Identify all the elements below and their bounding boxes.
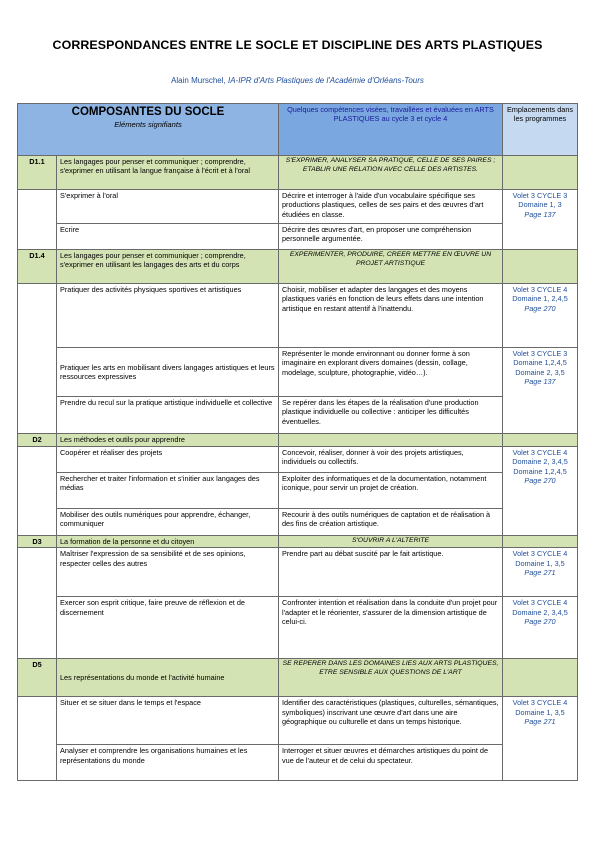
competence-cell: Interroger et situer œuvres et démarches artistiques du point de vue de l'auteur et de celui du spectateur. — [279, 745, 503, 781]
domain-competence: S'OUVRIR A L'ALTERITE — [279, 536, 503, 548]
emplacement-text: Volet 3 CYCLE 4 Domaine 1, 3,5 — [512, 698, 568, 717]
domain-row-d11 — [18, 156, 578, 190]
emplacement-text: Volet 3 CYCLE 4 Domaine 1, 3,5 — [512, 549, 568, 568]
table-header-row — [18, 104, 578, 156]
competence-cell: Décrire et interroger à l'aide d'un vocabulaire spécifique ses productions plastiques, celles de ses pairs et des œuvres d'art étudiées en classe. — [279, 190, 503, 224]
page-ref: Page 137 — [524, 209, 556, 219]
emplacement-cell — [503, 697, 578, 781]
page-ref: Page 271 — [524, 717, 556, 727]
table-row — [18, 190, 578, 224]
domain-label: Les méthodes et outils pour apprendre — [57, 434, 279, 447]
domain-label: Les langages pour penser et communiquer ; comprendre, s'exprimer en utilisant les langages des arts et du corps — [57, 250, 279, 284]
domain-competence: EXPERIMENTER, PRODUIRE, CREER METTRE EN ŒUVRE UN PROJET ARTISTIQUE — [279, 250, 503, 284]
table-row — [18, 697, 578, 745]
emplacement-cell — [503, 348, 578, 434]
domain-competence: SE REPERER DANS LES DOMAINES LIES AUX ARTS PLASTIQUES, ETRE SENSIBLE AUX QUESTIONS DE L'ART — [279, 659, 503, 697]
emplacement-text: Volet 3 CYCLE 3 Domaine 1,2,4,5 Domaine 2, 3,5 — [512, 349, 568, 377]
emplacement-cell — [503, 597, 578, 659]
competence-cell: Recourir à des outils numériques de captation et de réalisation à des fins de création artistique. — [279, 509, 503, 536]
code-spacer — [18, 548, 57, 659]
emplacement-text: Volet 3 CYCLE 3 Domaine 1, 3 — [512, 191, 568, 210]
domain-empty-cell — [503, 536, 578, 548]
table-row — [18, 447, 578, 473]
element-cell: S'exprimer à l'oral — [57, 190, 279, 224]
domain-label: Les langages pour penser et communiquer ; comprendre, s'exprimer en utilisant la langue française à l'écrit et à l'oral — [57, 156, 279, 190]
domain-row-d5 — [18, 659, 578, 697]
domain-label: Les représentations du monde et l'activité humaine — [57, 659, 279, 697]
domain-code: D2 — [18, 434, 57, 447]
competence-cell: Identifier des caractéristiques (plastiques, culturelles, sémantiques, symboliques) inscrivant une œuvre d'art dans une aire géographique ou culturelle et dans un temps historique. — [279, 697, 503, 745]
domain-code: D5 — [18, 659, 57, 697]
element-cell: Ecrire — [57, 224, 279, 250]
element-cell: Situer et se situer dans le temps et l'espace — [57, 697, 279, 745]
domain-empty-cell — [503, 156, 578, 190]
author-line — [0, 76, 595, 85]
domain-row-d14 — [18, 250, 578, 284]
code-spacer — [18, 447, 57, 536]
domain-code: D1.1 — [18, 156, 57, 190]
table-row — [18, 348, 578, 397]
domain-empty-cell — [503, 434, 578, 447]
header-socle-subtitle: Eléments signifiants — [114, 119, 182, 129]
domain-label: La formation de la personne et du citoyen — [57, 536, 279, 548]
emplacement-text: Volet 3 CYCLE 4 Domaine 1, 2,4,5 — [512, 285, 568, 304]
competence-cell: Choisir, mobiliser et adapter des langages et des moyens plastiques variés en fonction de leurs effets dans une intention artistique en restant attentif à l'inattendu. — [279, 284, 503, 348]
element-cell: Maîtriser l'expression de sa sensibilité et de ses opinions, respecter celles des autres — [57, 548, 279, 597]
competence-cell: Se repérer dans les étapes de la réalisation d'une production plastique individuelle ou collective : anticiper les difficultés éventuelles. — [279, 397, 503, 434]
page-ref: Page 137 — [524, 377, 556, 387]
competence-cell: Décrire des œuvres d'art, en proposer une compréhension personnelle argumentée. — [279, 224, 503, 250]
page-ref: Page 270 — [524, 303, 556, 313]
emplacement-cell — [503, 284, 578, 348]
emplacement-cell — [503, 447, 578, 536]
table-row — [18, 597, 578, 659]
code-spacer — [18, 190, 57, 250]
element-cell: Rechercher et traiter l'information et s'initier aux langages des médias — [57, 473, 279, 509]
domain-row-d2 — [18, 434, 578, 447]
table-row — [18, 509, 578, 536]
emplacement-text: Volet 3 CYCLE 4 Domaine 2, 3,4,5 Domaine 1,2,4,5 — [512, 448, 568, 476]
table-row — [18, 284, 578, 348]
element-cell: Analyser et comprendre les organisations humaines et les représentations du monde — [57, 745, 279, 781]
table-row — [18, 745, 578, 781]
emplacement-cell — [503, 190, 578, 250]
author-name: Alain Murschel, — [171, 76, 226, 85]
correspondence-table — [17, 103, 578, 781]
author-role: IA-IPR d'Arts Plastiques de l'Académie d'Orléans-Tours — [227, 76, 424, 85]
domain-empty-cell — [503, 250, 578, 284]
header-competences: Quelques compétences visées, travaillées et évaluées en ARTS PLASTIQUES au cycle 3 et cycle 4 — [279, 104, 503, 156]
competence-cell: Exploiter des informatiques et de la documentation, notamment iconique, pour servir un projet de création. — [279, 473, 503, 509]
domain-competence: S'EXPRIMER, ANALYSER SA PRATIQUE, CELLE DE SES PAIRES ; ETABLIR UNE RELATION AVEC CELLE DES ARTISTES. — [279, 156, 503, 190]
emplacement-text: Volet 3 CYCLE 4 Domaine 2, 3,4,5 — [512, 598, 568, 617]
domain-competence — [279, 434, 503, 447]
emplacement-cell — [503, 548, 578, 597]
table-row — [18, 397, 578, 434]
domain-code: D3 — [18, 536, 57, 548]
competence-cell: Concevoir, réaliser, donner à voir des projets artistiques, individuels ou collectifs. — [279, 447, 503, 473]
table-row — [18, 473, 578, 509]
code-spacer — [18, 284, 57, 434]
page-ref: Page 271 — [524, 568, 556, 578]
element-cell: Pratiquer les arts en mobilisant divers langages artistiques et leurs ressources expressives — [57, 348, 279, 397]
domain-code: D1.4 — [18, 250, 57, 284]
table-row — [18, 224, 578, 250]
element-cell: Exercer son esprit critique, faire preuve de réflexion et de discernement — [57, 597, 279, 659]
element-cell: Mobiliser des outils numériques pour apprendre, échanger, communiquer — [57, 509, 279, 536]
header-socle — [18, 104, 279, 156]
header-socle-title: COMPOSANTES DU SOCLE — [71, 106, 225, 118]
domain-empty-cell — [503, 659, 578, 697]
competence-cell: Prendre part au débat suscité par le fait artistique. — [279, 548, 503, 597]
page-ref: Page 270 — [524, 476, 556, 486]
element-cell: Pratiquer des activités physiques sportives et artistiques — [57, 284, 279, 348]
competence-cell: Confronter intention et réalisation dans la conduite d'un projet pour l'adapter et le réorienter, s'assurer de la dimension artistique de celui-ci. — [279, 597, 503, 659]
page-title: CORRESPONDANCES ENTRE LE SOCLE ET DISCIPLINE DES ARTS PLASTIQUES — [52, 38, 543, 52]
competence-cell: Représenter le monde environnant ou donner forme à son imaginaire en explorant divers domaines (dessin, collage, modelage, sculpture, photographie, vidéo…). — [279, 348, 503, 397]
element-cell: Coopérer et réaliser des projets — [57, 447, 279, 473]
element-cell: Prendre du recul sur la pratique artistique individuelle et collective — [57, 397, 279, 434]
page-ref: Page 270 — [524, 617, 556, 627]
domain-row-d3 — [18, 536, 578, 548]
code-spacer — [18, 697, 57, 781]
table-row — [18, 548, 578, 597]
header-emplacements: Emplacements dans les programmes — [503, 104, 578, 156]
